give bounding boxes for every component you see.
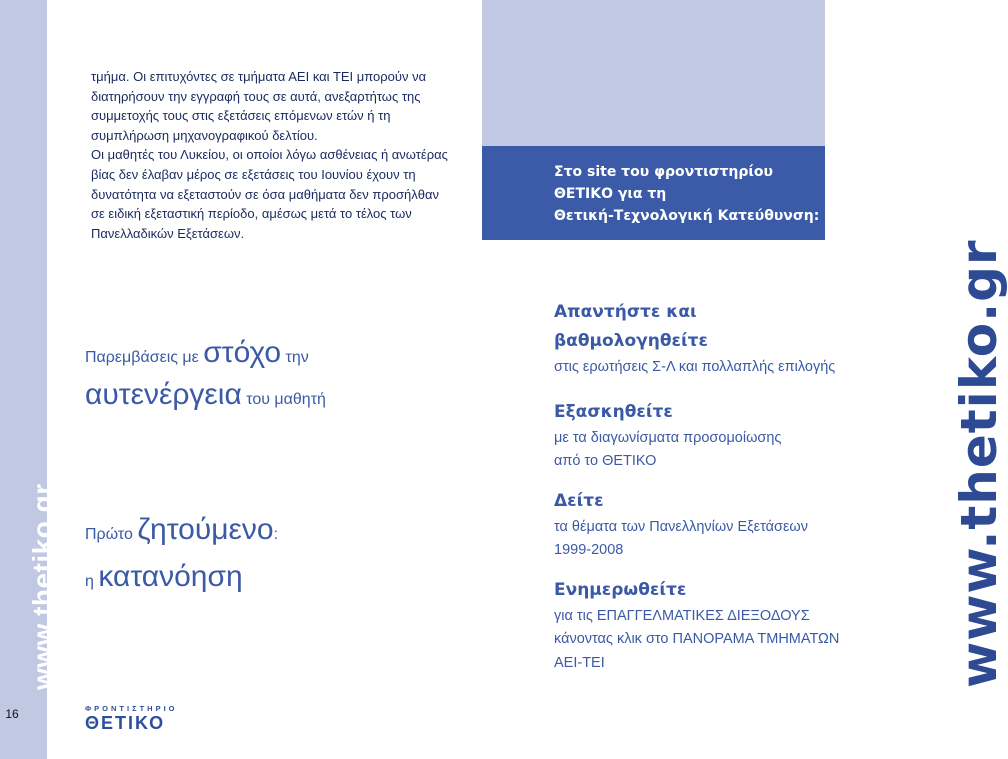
tagline-line-4	[85, 560, 243, 594]
left-vertical-url[interactable]: www.thetiko.gr	[27, 483, 58, 690]
feature-practice	[554, 398, 864, 474]
feature-description: κάνοντας κλικ στο ΠΑΝΟΡΑΜΑ ΤΜΗΜΑΤΩΝ	[554, 631, 840, 647]
right-vertical-url[interactable]: www.thetiko.gr	[950, 239, 1008, 688]
feature-inform	[554, 576, 864, 676]
feature-description: για τις ΕΠΑΓΓΕΛΜΑΤΙΚΕΣ ΔΙΕΞΟΔΟΥΣ	[554, 607, 810, 624]
feature-description: με τα διαγωνίσματα προσομοίωσης	[554, 429, 782, 446]
feature-title: Ενημερωθείτε	[554, 579, 687, 600]
feature-description: από το ΘΕΤΙΚΟ	[554, 453, 657, 469]
tagline-text: την	[281, 349, 309, 366]
logo-title: ΘΕΤΙΚΟ	[85, 713, 166, 733]
feature-title: βαθμολογηθείτε	[554, 331, 708, 351]
tagline-line-2	[85, 378, 326, 412]
body-paragraph-2: Οι μαθητές του Λυκείου, οι οποίοι λόγω ασθένειας ή ανωτέρας βίας δεν έλαβαν μέρος σε εξετάσεις του Ιουνίου έχουν τη δυνατότητα να εξεταστούν σε όσα μαθήματα δεν προσήλθαν σε ειδική εξεταστική περίοδο, αμέσως μετά το τέλος των Πανελλαδικών Εξετάσεων.	[91, 147, 448, 241]
feature-see	[554, 487, 864, 563]
promo-line-2: ΘΕΤΙΚΟ για τη	[554, 186, 667, 202]
feature-title: Απαντήστε και	[554, 302, 697, 322]
feature-description: τα θέματα των Πανελληνίων Εξετάσεων	[554, 518, 808, 535]
feature-description: στις ερωτήσεις Σ-Λ και πολλαπλής επιλογής	[554, 359, 836, 375]
promo-line-3: Θετική-Τεχνολογική Κατεύθυνση:	[554, 208, 820, 224]
promo-box	[482, 146, 825, 240]
tagline-text: Παρεμβάσεις με	[85, 349, 204, 366]
feature-title: Δείτε	[554, 490, 604, 511]
feature-description: 1999-2008	[554, 542, 624, 558]
promo-line-1: Στο site του φροντιστηρίου	[554, 164, 773, 180]
tagline-text: :	[273, 526, 279, 543]
body-text	[91, 67, 451, 243]
tagline-line-3	[85, 513, 278, 547]
feature-title: Εξασκηθείτε	[554, 401, 673, 422]
tagline-text: Πρώτο	[85, 526, 138, 543]
body-paragraph-1: τμήμα. Οι επιτυχόντες σε τμήματα ΑΕΙ και ΤΕΙ μπορούν να διατηρήσουν την εγγραφή τους σε αυτά, ανεξαρτήτως της συμμετοχής τους στις εξετάσεις επόμενων ετών ή τη συμπλήρωση μηχανογραφικού δελτίου.	[91, 69, 427, 143]
feature-answer	[554, 298, 864, 380]
logo-subtitle: ΦΡΟΝΤΙΣΤΗΡΙΟ	[85, 704, 178, 713]
page-number: 16	[5, 707, 19, 721]
feature-list	[554, 298, 864, 675]
tagline-emphasis: κατανόηση	[98, 560, 243, 593]
thetiko-logo	[85, 704, 178, 733]
right-header-strip	[482, 0, 825, 146]
tagline-text: η	[85, 573, 99, 590]
tagline-text: του μαθητή	[241, 391, 326, 408]
tagline-emphasis: ζητούμενο	[137, 513, 274, 546]
tagline-emphasis: αυτενέργεια	[85, 378, 242, 411]
tagline-line-1	[85, 336, 309, 370]
feature-description: ΑΕΙ-ΤΕΙ	[554, 654, 605, 671]
tagline-emphasis: στόχο	[203, 336, 282, 369]
